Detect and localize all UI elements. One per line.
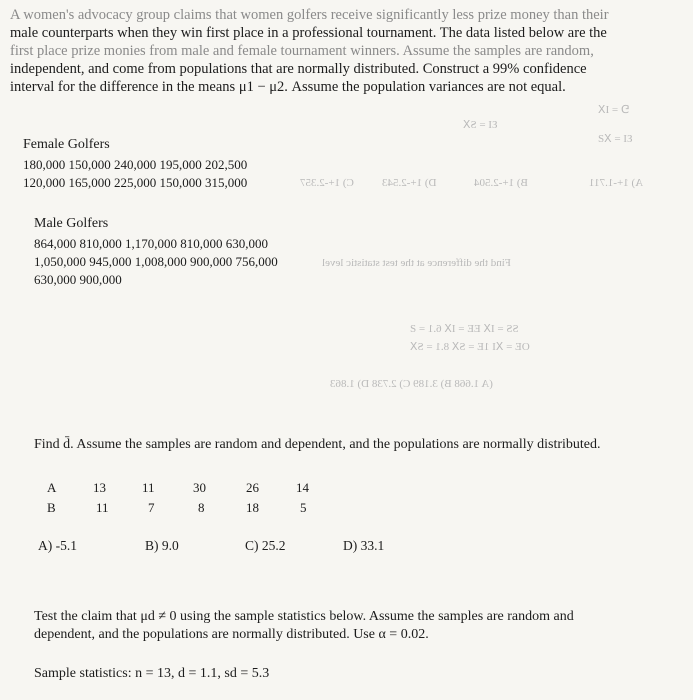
male-row-2: 1,050,000 945,000 1,008,000 900,000 756,000 — [34, 254, 278, 269]
bleed-text: D) 1+-2.543 — [382, 177, 437, 189]
stats-label: , d = — [171, 666, 200, 681]
row-label-a: A — [47, 480, 57, 495]
table-cell: 18 — [246, 500, 259, 515]
female-row-1: 180,000 150,000 240,000 195,000 202,500 — [23, 157, 248, 172]
find-prompt: Find d̄. Assume the samples are random and dependent, and the populations are normally distributed. — [34, 437, 601, 452]
row-label-b: B — [47, 500, 56, 515]
stats-label: , sd = — [217, 666, 252, 681]
bleed-text: ƐI = ꓫƧ — [598, 133, 633, 145]
table-cell: 26 — [246, 480, 259, 495]
male-row-3: 630,000 900,000 — [34, 272, 122, 287]
table-cell: 5 — [300, 500, 307, 515]
table-cell: 11 — [96, 500, 109, 515]
bleed-text: OE = ꓫI 1E = Sꓫ 8.1 = Sꓫ — [410, 341, 530, 353]
bleed-text: B) 1+-2.504 — [474, 177, 528, 189]
female-heading: Female Golfers — [23, 137, 110, 152]
bleed-text: (A 1.668 B) 3.189 C) 2.738 D) 1.863 — [330, 378, 493, 390]
bleed-text: C) 1+-2.357 — [300, 177, 354, 189]
choice-b[interactable]: B) 9.0 — [145, 538, 179, 553]
intro-line-2: male counterparts when they win first place in a professional tournament. The data listed below are the — [10, 25, 607, 41]
stats-label: Sample statistics: n = — [34, 666, 157, 681]
test-line-2: dependent, and the populations are normally distributed. Use α = 0.02. — [34, 627, 429, 642]
choice-d[interactable]: D) 33.1 — [343, 538, 385, 553]
intro-line-5: interval for the difference in the means μ1 − μ2. Assume the population variances are not equal. — [10, 79, 566, 95]
sample-statistics — [34, 666, 269, 682]
choice-a[interactable]: A) -5.1 — [38, 538, 77, 553]
bleed-text: A) 1+-1.711 — [589, 177, 644, 189]
intro-line-4: independent, and come from populations that are normally distributed. Construct a 99% confidence — [10, 61, 587, 77]
male-heading: Male Golfers — [34, 216, 109, 231]
stat-sd: 5.3 — [251, 666, 270, 681]
bleed-text: ƐI = Sꓫ — [463, 119, 498, 131]
intro-line-3: first place prize monies from male and female tournament winners. Assume the samples are random, — [10, 43, 594, 59]
bleed-text: Find the difference at the test statistic level — [322, 257, 511, 269]
table-cell: 7 — [148, 500, 155, 515]
female-row-2: 120,000 165,000 225,000 150,000 315,000 — [23, 175, 248, 190]
table-cell: 14 — [296, 480, 309, 495]
intro-line-1: A women's advocacy group claims that women golfers receive significantly less prize money than their — [10, 7, 609, 23]
stat-n: 13 — [157, 666, 171, 681]
table-cell: 8 — [198, 500, 205, 515]
table-cell: 13 — [93, 480, 106, 495]
bleed-text: ꓨ = Iꓫ — [598, 104, 630, 116]
choice-c[interactable]: C) 25.2 — [245, 538, 286, 553]
test-line-1: Test the claim that μd ≠ 0 using the sample statistics below. Assume the samples are random and — [34, 609, 574, 624]
table-cell: 30 — [193, 480, 206, 495]
bleed-text: SS = Iꓫ EE = Iꓫ 6.1 = Ƨ — [410, 323, 519, 335]
table-cell: 11 — [142, 480, 155, 495]
male-row-1: 864,000 810,000 1,170,000 810,000 630,000 — [34, 236, 268, 251]
stat-d: 1.1 — [199, 666, 218, 681]
